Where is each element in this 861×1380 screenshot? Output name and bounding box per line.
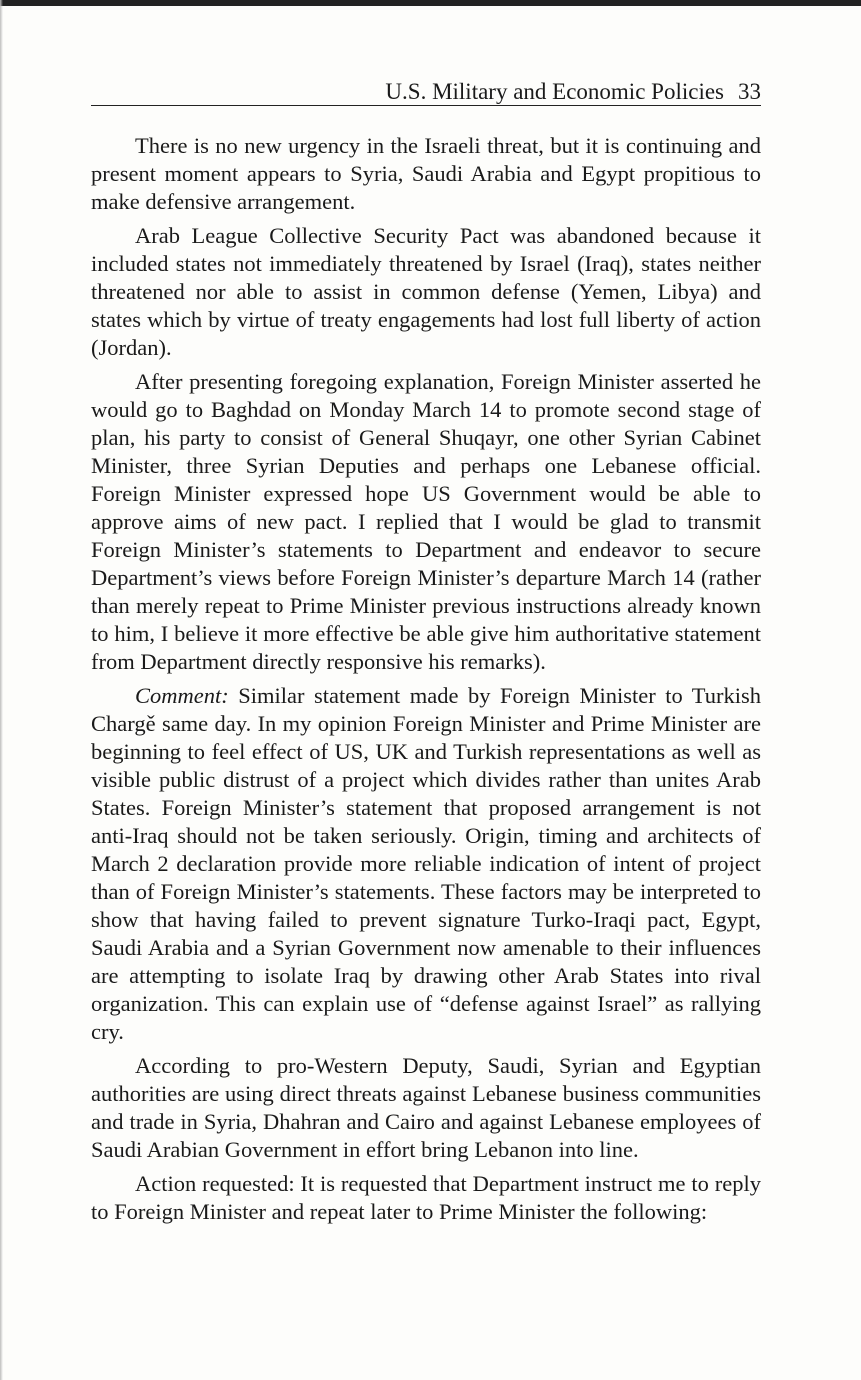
paragraph-pro-western-deputy: According to pro-Western Deputy, Saudi, Syrian and Egyptian authorities are using direct threats against Lebanese business communities and trade in Syria, Dhahran and Cairo and against Lebanese employees of Saudi Arabian Government in effort bring Lebanon into line. <box>91 1053 761 1162</box>
paragraph-arab-league-pact: Arab League Collective Security Pact was abandoned because it included states not immediately threatened by Israel (Iraq), states neither threatened nor able to assist in common defense (Yemen, Libya) and states which by virtue of treaty engagements had lost full liberty of action (Jordan). <box>91 223 761 360</box>
paragraph-foreign-minister-baghdad: After presenting foregoing explanation, Foreign Minister asserted he would go to Baghdad on Monday March 14 to promote second stage of plan, his party to consist of General Shuqayr, one other Syrian Cabinet Minister, three Syrian Deputies and perhaps one Lebanese official. Foreign Minister expressed hope US Government would be able to approve aims of new pact. I replied that I would be glad to transmit Foreign Minister’s statements to Department and endeavor to secure Department’s views before Foreign Minister’s departure March 14 (rather than merely repeat to Prime Minister previous instructions already known to him, I believe it more effective be able give him authoritative statement from Department directly responsive his remarks). <box>91 369 761 674</box>
page-top-edge <box>0 0 861 6</box>
body-text <box>91 132 761 1232</box>
page-left-edge <box>0 0 3 1380</box>
paragraph-israeli-threat: There is no new urgency in the Israeli threat, but it is continuing and present moment appears to Syria, Saudi Arabia and Egypt propitious to make defensive arrangement. <box>91 133 761 214</box>
paragraph-action-requested: Action requested: It is requested that Department instruct me to reply to Foreign Minister and repeat later to Prime Minister the following: <box>91 1171 761 1224</box>
comment-label: Comment: <box>135 683 229 708</box>
running-head-title: U.S. Military and Economic Policies <box>385 79 724 104</box>
page-number: 33 <box>738 79 761 104</box>
running-head <box>91 78 761 106</box>
paragraph-comment <box>91 682 761 1046</box>
comment-text: Similar statement made by Foreign Minister to Turkish Chargě same day. In my opinion Foreign Minister and Prime Minister are beginning to feel effect of US, UK and Turkish representations as well as visible public distrust of a project which divides rather than unites Arab States. Foreign Minister’s statement that proposed arrangement is not anti-Iraq should not be taken seriously. Origin, timing and architects of March 2 declaration provide more reliable indication of intent of project than of Foreign Minister’s statements. These factors may be interpreted to show that having failed to prevent signature Turko-Iraqi pact, Egypt, Saudi Arabia and a Syrian Government now amenable to their influences are attempting to isolate Iraq by drawing other Arab States into rival organization. This can explain use of “defense against Israel” as rallying cry. <box>91 683 761 1044</box>
